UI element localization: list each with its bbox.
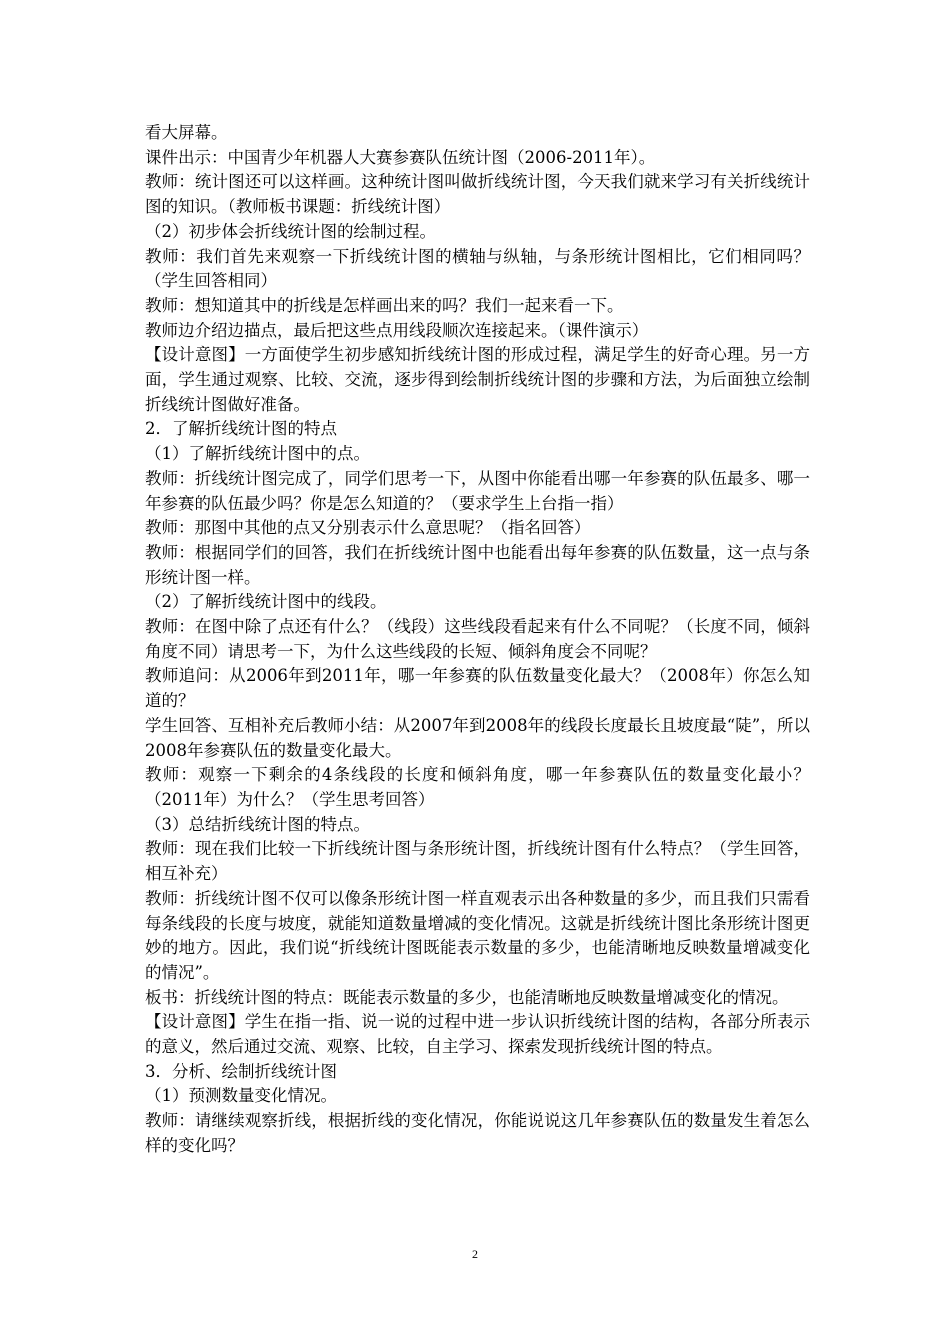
paragraph: 教师边介绍边描点，最后把这些点用线段顺次连接起来。（课件演示）	[145, 320, 649, 340]
paragraph: 课件出示：中国青少年机器人大赛参赛队伍统计图（2006-2011年）。	[145, 147, 656, 167]
document-body	[145, 121, 810, 1159]
subsection-heading: （2）了解折线统计图中的线段。	[145, 592, 387, 612]
paragraph: 看大屏幕。	[145, 123, 228, 142]
paragraph: 教师：现在我们比较一下折线统计图与条形统计图，折线统计图有什么特点？（学生回答，相互补充）	[145, 839, 810, 884]
paragraph: 教师追问：从2006年到2011年，哪一年参赛的队伍数量变化最大？（2008年）你怎么知道的？	[145, 666, 810, 711]
design-intent-paragraph: 【设计意图】学生在指一指、说一说的过程中进一步认识折线统计图的结构，各部分所表示的意义，然后通过交流、观察、比较，自主学习、探索发现折线统计图的特点。	[145, 1012, 810, 1057]
paragraph: 教师：那图中其他的点又分别表示什么意思呢？（指名回答）	[145, 518, 591, 538]
section-heading: 2．了解折线统计图的特点	[145, 419, 337, 439]
section-heading: 3．分析、绘制折线统计图	[145, 1061, 337, 1081]
paragraph: 教师：观察一下剩余的4条线段的长度和倾斜角度，哪一年参赛队伍的数量变化最小？（2011年）为什么？（学生思考回答）	[145, 765, 810, 809]
subsection-heading: （3）总结折线统计图的特点。	[145, 814, 370, 834]
paragraph: 教师：统计图还可以这样画。这种统计图叫做折线统计图，今天我们就来学习有关折线统计图的知识。（教师板书课题：折线统计图）	[145, 172, 810, 217]
subsection-heading: （1）预测数量变化情况。	[145, 1086, 337, 1106]
paragraph: 教师：在图中除了点还有什么？（线段）这些线段看起来有什么不同呢？（长度不同，倾斜角度不同）请思考一下，为什么这些线段的长短、倾斜角度会不同呢？	[145, 617, 810, 661]
design-intent-paragraph: 【设计意图】一方面使学生初步感知折线统计图的形成过程，满足学生的好奇心理。另一方面，学生通过观察、比较、交流，逐步得到绘制折线统计图的步骤和方法，为后面独立绘制折线统计图做好准备。	[145, 345, 810, 414]
paragraph: 教师：请继续观察折线，根据折线的变化情况，你能说说这几年参赛队伍的数量发生着怎么样的变化吗？	[145, 1111, 810, 1155]
paragraph: 学生回答、互相补充后教师小结：从2007年到2008年的线段长度最长且坡度最“陡”，所以2008年参赛队伍的数量变化最大。	[145, 715, 810, 760]
paragraph: 教师：折线统计图完成了，同学们思考一下，从图中你能看出哪一年参赛的队伍最多、哪一年参赛的队伍最少吗？你是怎么知道的？（要求学生上台指一指）	[145, 468, 810, 513]
paragraph: 教师：想知道其中的折线是怎样画出来的吗？我们一起来看一下。	[145, 295, 624, 315]
paragraph: 教师：折线统计图不仅可以像条形统计图一样直观表示出各种数量的多少，而且我们只需看每条线段的长度与坡度，就能知道数量增减的变化情况。这就是折线统计图比条形统计图更妙的地方。因此，我们说“折线统计图既能表示数量的多少，也能清晰地反映数量增减变化的情况”。	[145, 888, 810, 982]
subsection-heading: （1）了解折线统计图中的点。	[145, 444, 370, 464]
page-number: 2	[472, 1247, 478, 1261]
paragraph: （2）初步体会折线统计图的绘制过程。	[145, 221, 436, 241]
paragraph: 教师：我们首先来观察一下折线统计图的横轴与纵轴，与条形统计图相比，它们相同吗？（学生回答相同）	[145, 246, 810, 291]
blackboard-note: 板书：折线统计图的特点：既能表示数量的多少，也能清晰地反映数量增减变化的情况。	[145, 987, 789, 1007]
paragraph: 教师：根据同学们的回答，我们在折线统计图中也能看出每年参赛的队伍数量，这一点与条形统计图一样。	[145, 542, 810, 587]
